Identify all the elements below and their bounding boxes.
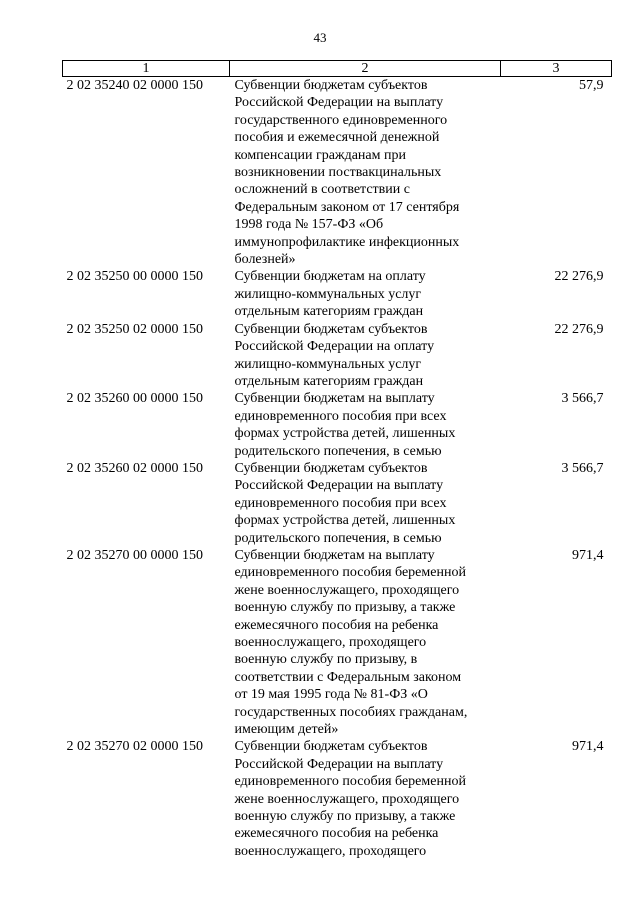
description-line: жене военнослужащего, проходящего <box>234 582 460 598</box>
description-line: иммунопрофилактике инфекционных <box>234 234 460 250</box>
description-line: государственного единовременного <box>234 112 448 128</box>
row-code: 2 02 35270 02 0000 150 <box>66 739 203 755</box>
description-line: военную службу по призыву, в <box>234 652 418 668</box>
row-code: 2 02 35240 02 0000 150 <box>66 78 203 93</box>
row-description <box>230 460 501 547</box>
column-header-code: 1 <box>63 61 230 77</box>
description-line: Субвенции бюджетам субъектов <box>234 460 428 476</box>
row-amount: 3 566,7 <box>561 460 604 476</box>
description-line: единовременного пособия при всех <box>234 495 447 511</box>
description-line: формах устройства детей, лишенных <box>234 513 456 529</box>
description-line: возникновении поствакцинальных <box>234 165 442 181</box>
row-description <box>230 547 501 738</box>
description-line: от 19 мая 1995 года № 81-ФЗ «О <box>234 687 428 703</box>
row-code: 2 02 35250 02 0000 150 <box>66 321 203 337</box>
description-line: отдельным категориям граждан <box>234 304 424 320</box>
description-line: государственных пособиях гражданам, <box>234 704 468 720</box>
description-line: единовременного пособия беременной <box>234 565 466 581</box>
row-amount: 3 566,7 <box>561 391 604 407</box>
table-row <box>63 460 612 547</box>
table-body <box>63 77 612 861</box>
row-amount: 971,4 <box>572 547 604 563</box>
row-amount: 22 276,9 <box>554 321 604 337</box>
description-line: Субвенции бюджетам на оплату <box>234 269 426 285</box>
description-line: формах устройства детей, лишенных <box>234 426 456 442</box>
description-line: пособия и ежемесячной денежной <box>234 130 440 146</box>
description-line: ежемесячного пособия на ребенка <box>234 826 439 842</box>
table-row <box>63 268 612 320</box>
description-line: Российской Федерации на выплату <box>234 478 444 494</box>
description-line: военную службу по призыву, а также <box>234 600 456 616</box>
description-line: компенсации гражданам при <box>234 147 406 163</box>
description-line: жилищно-коммунальных услуг <box>234 356 422 372</box>
description-line: жене военнослужащего, проходящего <box>234 791 460 807</box>
row-code: 2 02 35250 00 0000 150 <box>66 269 203 285</box>
table-row <box>63 77 612 269</box>
table-header-row <box>63 61 612 77</box>
column-header-description: 2 <box>230 61 501 77</box>
column-header-amount: 3 <box>501 61 612 77</box>
description-line: соответствии с Федеральным законом <box>234 669 462 685</box>
description-line: ежемесячного пособия на ребенка <box>234 617 439 633</box>
description-line: Российской Федерации на оплату <box>234 339 435 355</box>
description-line: Субвенции бюджетам субъектов <box>234 321 428 337</box>
description-line: 1998 года № 157-ФЗ «Об <box>234 217 384 233</box>
table-row <box>63 738 612 860</box>
description-line: Российской Федерации на выплату <box>234 756 444 772</box>
row-description <box>230 738 501 860</box>
table-row <box>63 547 612 738</box>
table-row <box>63 321 612 391</box>
table-row <box>63 390 612 460</box>
description-line: Субвенции бюджетам на выплату <box>234 547 435 563</box>
row-amount: 57,9 <box>579 78 604 93</box>
row-description <box>230 268 501 320</box>
row-code: 2 02 35260 00 0000 150 <box>66 391 203 407</box>
description-line: жилищно-коммунальных услуг <box>234 286 422 302</box>
description-line: военнослужащего, проходящего <box>234 843 427 859</box>
description-line: военную службу по призыву, а также <box>234 809 456 825</box>
row-code: 2 02 35260 02 0000 150 <box>66 460 203 476</box>
description-line: имеющим детей» <box>234 722 339 738</box>
row-description <box>230 390 501 460</box>
description-line: осложнений в соответствии с <box>234 182 410 198</box>
row-description <box>230 77 501 269</box>
description-line: Федеральным законом от 17 сентября <box>234 199 460 215</box>
row-description <box>230 321 501 391</box>
row-amount: 22 276,9 <box>554 269 604 285</box>
row-code: 2 02 35270 00 0000 150 <box>66 547 203 563</box>
row-amount: 971,4 <box>572 739 604 755</box>
description-line: родительского попечения, в семью <box>234 530 442 546</box>
description-line: родительского попечения, в семью <box>234 443 442 459</box>
page-number: 43 <box>313 30 327 45</box>
description-line: военнослужащего, проходящего <box>234 635 427 650</box>
description-line: Российской Федерации на выплату <box>234 95 444 111</box>
budget-table <box>62 60 612 860</box>
description-line: Субвенции бюджетам субъектов <box>234 78 428 93</box>
description-line: отдельным категориям граждан <box>234 373 424 389</box>
description-line: болезней» <box>234 252 296 268</box>
description-line: Субвенции бюджетам субъектов <box>234 739 428 755</box>
description-line: единовременного пособия при всех <box>234 408 447 424</box>
description-line: единовременного пособия беременной <box>234 774 466 790</box>
description-line: Субвенции бюджетам на выплату <box>234 391 435 407</box>
